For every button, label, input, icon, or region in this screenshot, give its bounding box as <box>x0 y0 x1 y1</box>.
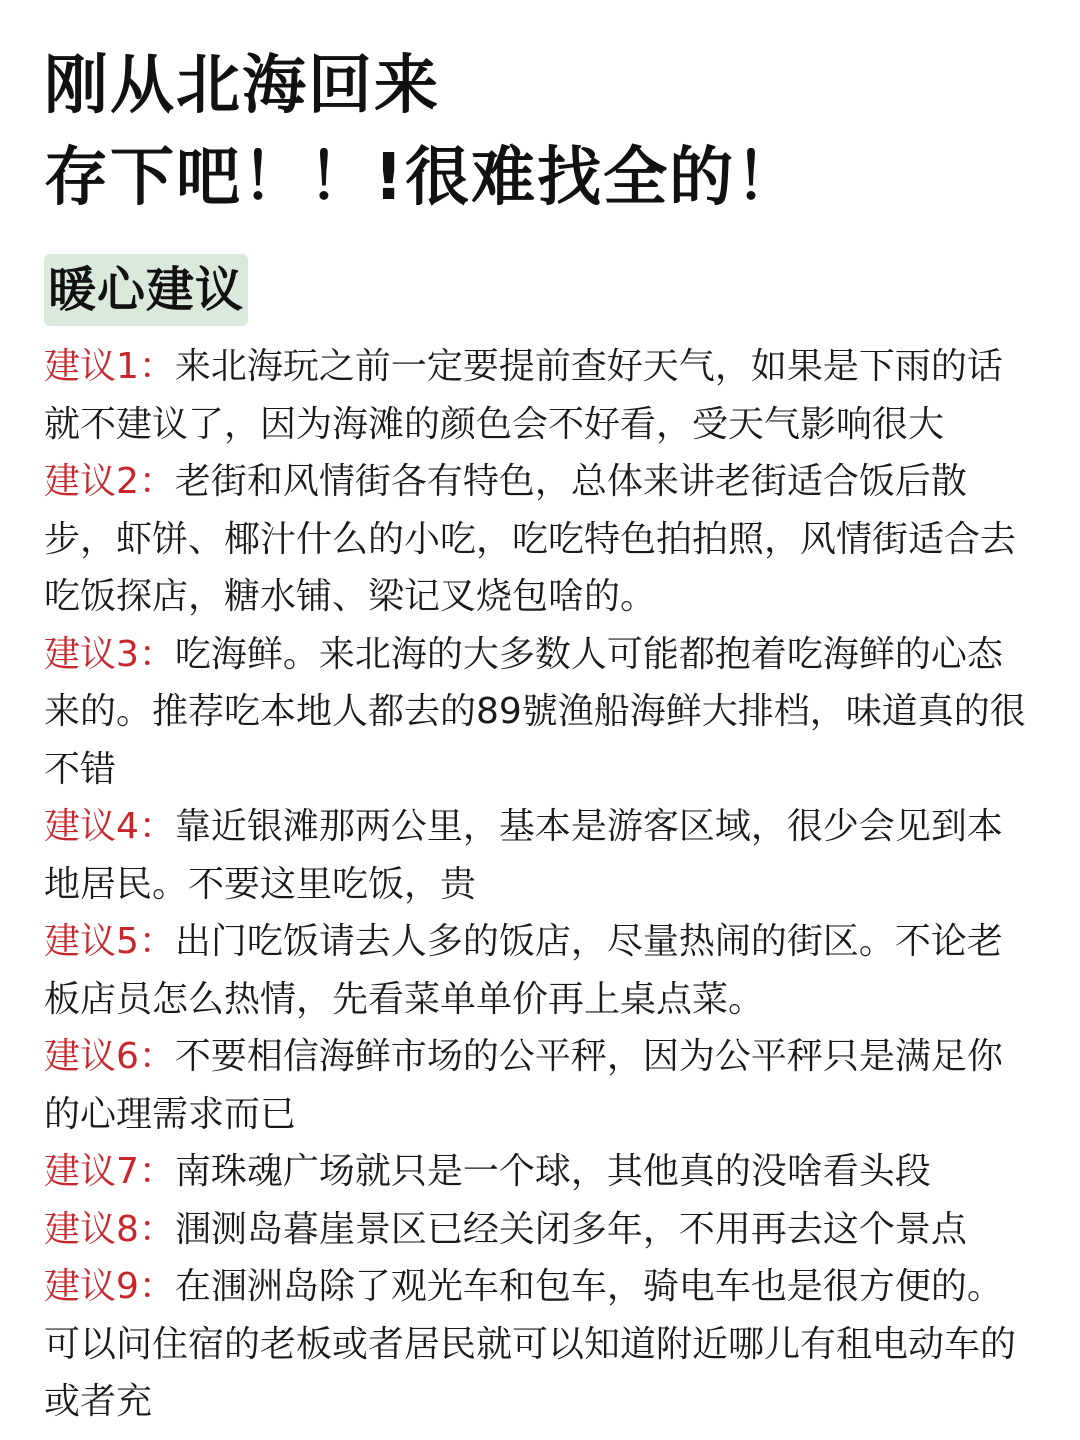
tip-label: 建议5： <box>44 921 175 962</box>
tip-text: 靠近银滩那两公里，基本是游客区域，很少会见到本地居民。不要这里吃饭，贵 <box>44 806 1003 905</box>
tip-text: 出门吃饭请去人多的饭店，尽量热闹的街区。不论老板店员怎么热情，先看菜单单价再上桌点菜。 <box>44 921 1003 1020</box>
tip-item-4 <box>44 798 1036 913</box>
tip-text: 不要相信海鲜市场的公平秤，因为公平秤只是满足你的心理需求而已 <box>44 1036 1003 1135</box>
tip-label: 建议3： <box>44 633 175 675</box>
tip-text: 涠测岛暮崖景区已经关闭多年，不用再去这个景点 <box>174 1208 967 1250</box>
tip-text: 吃海鲜。来北海的大多数人可能都抱着吃海鲜的心态来的。推荐吃本地人都去的89號渔船海鲜大排档，味道真的很不错 <box>44 633 1026 790</box>
tip-label: 建议4： <box>44 806 175 847</box>
section-tag-warm-tips: 暖心建议 <box>44 254 248 326</box>
tips-list <box>44 338 1036 1431</box>
tip-text: 来北海玩之前一定要提前查好天气，如果是下雨的话就不建议了，因为海滩的颜色会不好看，受天气影响很大 <box>44 346 1003 445</box>
tip-label: 建议1： <box>44 346 175 387</box>
tip-label: 建议6： <box>44 1036 175 1077</box>
page-title-line-2: 存下吧！！!很难找全的！ <box>44 141 802 215</box>
tip-label: 建议9： <box>44 1266 175 1307</box>
tip-text: 老街和风情街各有特色，总体来讲老街适合饭后散步，虾饼、椰汁什么的小吃，吃吃特色拍拍照，风情街适合去吃饭探店，糖水铺、梁记叉烧包啥的。 <box>44 461 1017 617</box>
page-title-line-1: 刚从北海回来 <box>44 49 440 123</box>
tip-label: 建议2： <box>44 461 175 502</box>
tip-item-5 <box>44 913 1036 1028</box>
tip-text: 南珠魂广场就只是一个球，其他真的没啥看头段 <box>174 1151 931 1192</box>
tip-item-2 <box>44 453 1036 626</box>
tip-item-7 <box>44 1143 1036 1201</box>
tip-text: 在涠洲岛除了观光车和包车，骑电车也是很方便的。可以问住宿的老板或者居民就可以知道附近哪儿有租电动车的或者充 <box>44 1266 1017 1422</box>
tip-item-9 <box>44 1258 1036 1431</box>
tip-label: 建议7： <box>44 1151 175 1192</box>
tip-item-3 <box>44 626 1036 799</box>
tip-item-6 <box>44 1028 1036 1143</box>
tip-item-1 <box>44 338 1036 453</box>
tip-item-8 <box>44 1201 1036 1259</box>
tip-label: 建议8： <box>44 1208 175 1250</box>
